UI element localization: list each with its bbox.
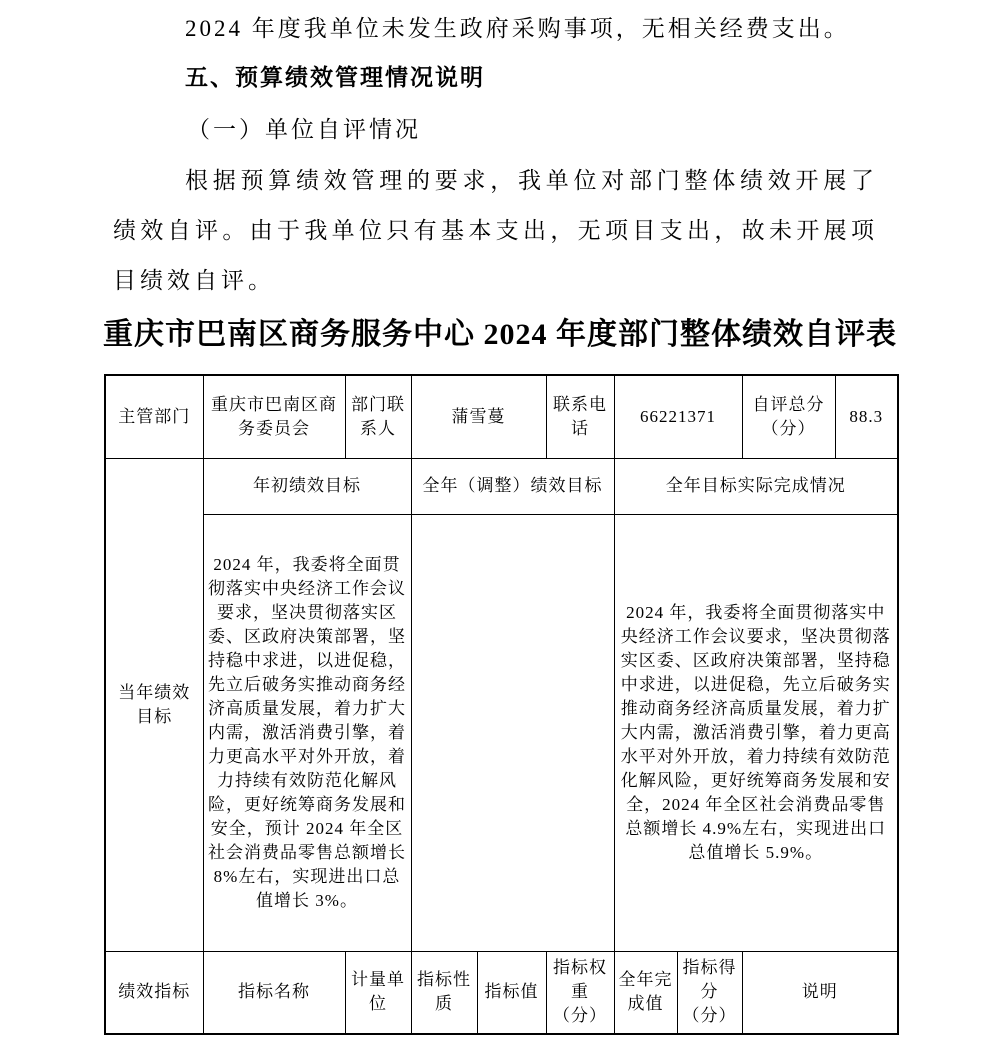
adjusted-goal-header-cell: 全年（调整）绩效目标 <box>411 458 614 514</box>
phone-label-cell: 联系电话 <box>546 375 614 458</box>
initial-goal-header-cell: 年初绩效目标 <box>203 458 411 514</box>
actual-completion-header-cell: 全年目标实际完成情况 <box>614 458 898 514</box>
indicator-header-score-cell: 指标得分（分） <box>677 951 742 1034</box>
indicator-header-name-cell: 指标名称 <box>203 951 345 1034</box>
table-row-goal-texts <box>105 514 898 951</box>
contact-label-cell: 部门联系人 <box>345 375 411 458</box>
contact-value-cell: 蒲雪蔓 <box>411 375 546 458</box>
dept-value-cell: 重庆市巴南区商务委员会 <box>203 375 345 458</box>
self-eval-paragraph: 根据预算绩效管理的要求，我单位对部门整体绩效开展了绩效自评。由于我单位只有基本支出，无项目支出，故未开展项目绩效自评。 <box>113 168 878 293</box>
table-title: 重庆市巴南区商务服务中心 2024 年度部门整体绩效自评表 <box>103 318 897 351</box>
subsection-heading: （一）单位自评情况 <box>187 117 421 142</box>
performance-self-eval-table <box>104 374 899 1035</box>
dept-label-cell: 主管部门 <box>105 375 203 458</box>
score-value-cell: 88.3 <box>835 375 898 458</box>
initial-goal-text-cell: 2024 年，我委将全面贯彻落实中央经济工作会议要求，坚决贯彻落实区委、区政府决策部署，坚持稳中求进，以进促稳，先立后破务实推动商务经济高质量发展，着力扩大内需，激活消费引擎，着力更高水平对外开放，着力持续有效防范化解风险，更好统筹商务发展和安全，预计 2024 年全区社会消费品零售总额增长 8%左右，实现进出口总值增长 3%。 <box>203 514 411 951</box>
table-row-indicator-headers <box>105 951 898 1034</box>
intro-paragraph: 2024 年度我单位未发生政府采购事项，无相关经费支出。 <box>185 16 850 41</box>
indicator-header-weight-cell: 指标权重（分） <box>546 951 614 1034</box>
document-page <box>0 6 1000 1046</box>
table-row-goal-headers <box>105 458 898 514</box>
indicator-header-unit-cell: 计量单位 <box>345 951 411 1034</box>
actual-completion-text-cell: 2024 年，我委将全面贯彻落实中央经济工作会议要求，坚决贯彻落实区委、区政府决策部署，坚持稳中求进，以进促稳，先立后破务实推动商务经济高质量发展，着力扩大内需，激活消费引擎，着力更高水平对外开放，着力持续有效防范化解风险，更好统筹商务发展和安全，2024 年全区社会消费品零售总额增长 4.9%左右，实现进出口总值增长 5.9%。 <box>614 514 898 951</box>
current-year-goal-label-cell: 当年绩效目标 <box>105 458 203 951</box>
table-row-info <box>105 375 898 458</box>
score-label-cell: 自评总分（分） <box>742 375 835 458</box>
section-heading: 五、预算绩效管理情况说明 <box>185 65 485 90</box>
indicator-header-value-cell: 指标值 <box>477 951 546 1034</box>
indicator-header-performance-cell: 绩效指标 <box>105 951 203 1034</box>
indicator-header-remark-cell: 说明 <box>742 951 898 1034</box>
indicator-header-nature-cell: 指标性质 <box>411 951 477 1034</box>
adjusted-goal-text-cell <box>411 514 614 951</box>
indicator-header-completion-cell: 全年完成值 <box>614 951 677 1034</box>
phone-value-cell: 66221371 <box>614 375 742 458</box>
